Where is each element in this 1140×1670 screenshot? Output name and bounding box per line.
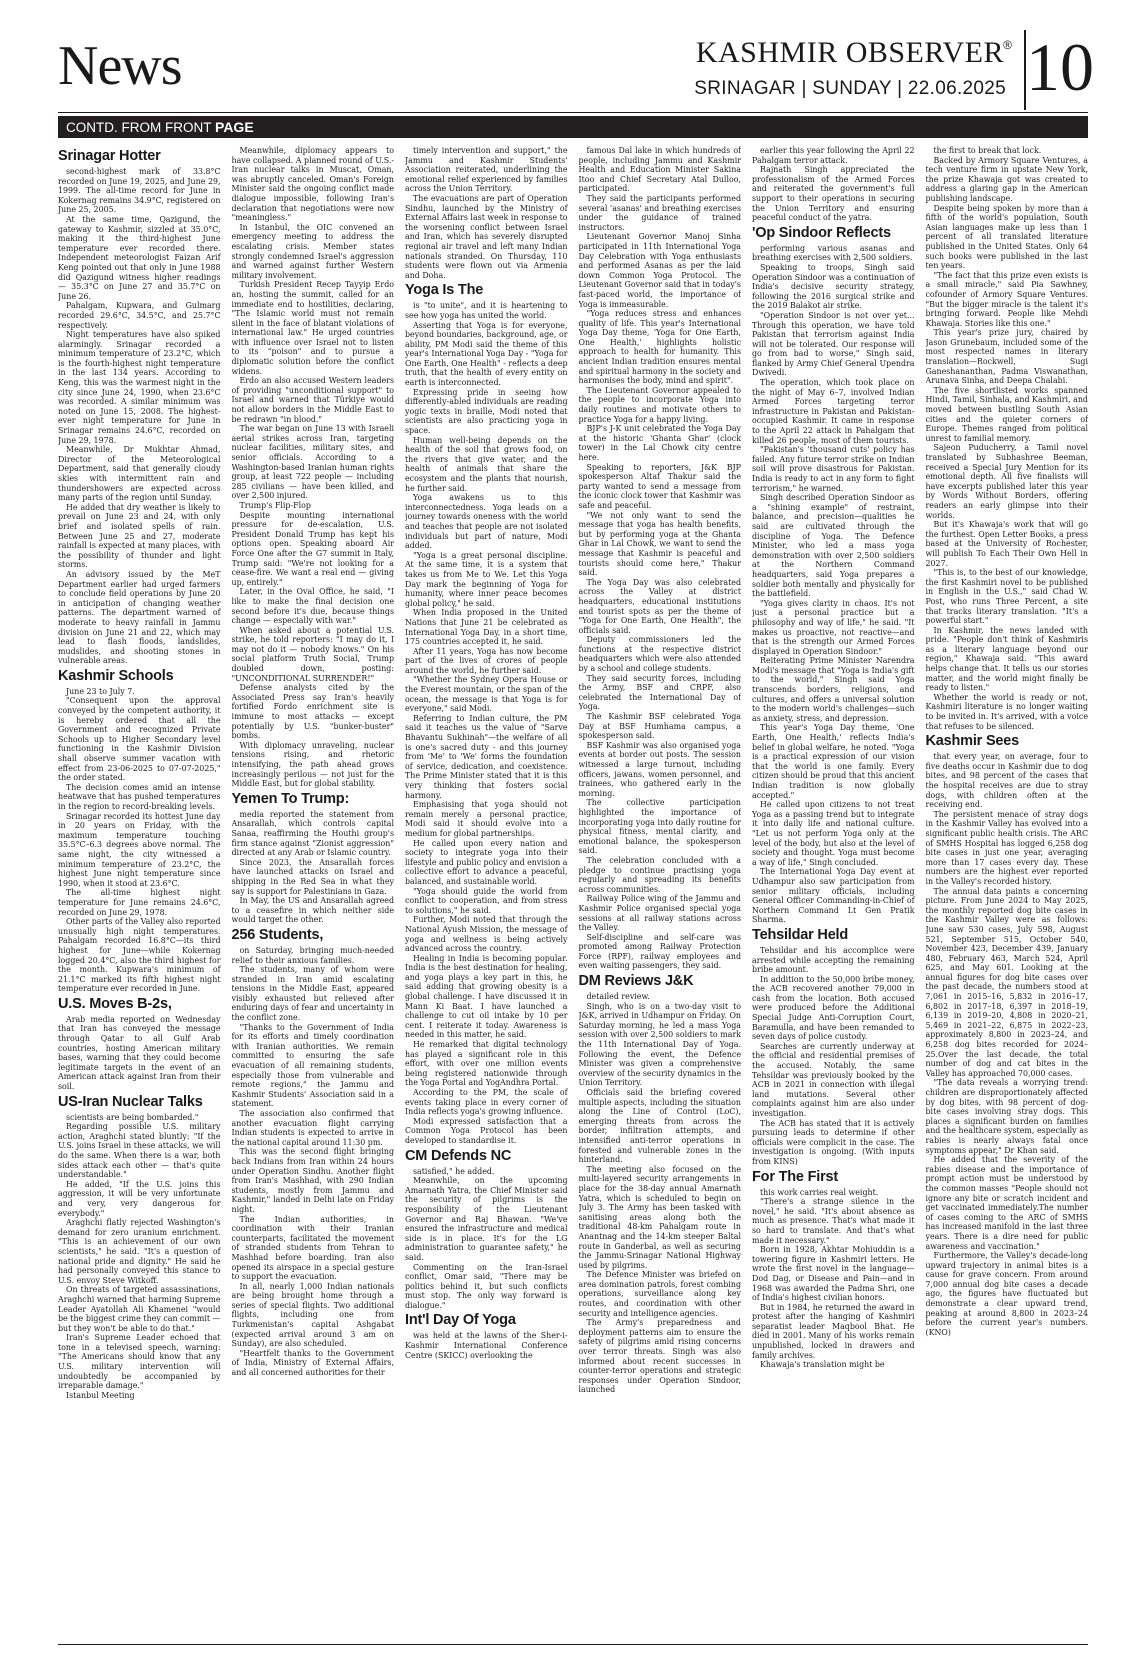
story-paragraph: "Yoga should guide the world from conflict to cooperation, and from stress to solutions," he said. (405, 886, 568, 915)
story-headline: U.S. Moves B-2s, (58, 995, 172, 1012)
story-paragraph: The Indian authorities, in coordination with their Iranian counterparts, facilitated the movement of stranded students from Tehran to Mashhad before boarding. Iran also opened its airspace in a special gesture to support the evacuation. (231, 1214, 394, 1282)
story-paragraph: With diplomacy unraveling, nuclear tensions rising, and rhetoric intensifying, the path ahead grows increasingly perilous — not just for the Middle East, but for global stability. (231, 740, 394, 789)
story-paragraph: This year's Yoga Day theme, 'One Earth, One Health,' reflects India's belief in global welfare, he noted. "Yoga is a practical expression of our vision that the world is one family. Every citizen should be proud that this ancient Indian tradition is now globally accepted." (752, 723, 915, 800)
story-paragraph: "The data reveals a worrying trend: children are disproportionately affected by dog bites, with 98 percent of dog-bite cases involving stray dogs. This places a significant burden on families and the healthcare system, especially as rabies is nearly always fatal once symptoms appear," Dr Khan said. (925, 1078, 1088, 1155)
story-headline: For The First (752, 1168, 839, 1185)
dateline: SRINAGAR | SUNDAY | 22.06.2025 (694, 78, 1006, 99)
story-paragraph: Modi expressed satisfaction that a Common Yoga Protocol has been developed to standardise it. (405, 1116, 568, 1145)
story-paragraph: Arab media reported on Wednesday that Iran has conveyed the message through Qatar to all Gulf Arab countries, hosting American military bases, warning that they could become legitimate targets in the event of an American attack against Iran from their soil. (58, 1014, 221, 1092)
story-paragraph: In Kashmir, the news landed with pride. "People don't think of Kashmiris as a literary language beyond our region," Khawaja said. "This award helps change that. It tells us our stories matter, and the world might finally be ready to listen." (925, 625, 1088, 693)
story-paragraph: On threats of targeted assassinations, Araghchi warned that harming Supreme Leader Ayatollah Ali Khamenei "would be the biggest crime they can commit — but they won't be able to do that." (58, 1285, 221, 1333)
story-paragraph: Singh, who is on a two-day visit to J&K, arrived in Udhampur on Friday. On Saturday morning, he led a mass Yoga session with over 2,500 soldiers to mark the 11th International Day of Yoga. Following the event, the Defence Minister was given a comprehensive overview of the security dynamics in the Union Territory. (578, 1001, 741, 1088)
story-paragraph: Rajnath Singh appreciated the professionalism of the Armed Forces and reiterated the government's full support to their operations in securing the Union Territory and ensuring peaceful conduct of the yatra. (752, 165, 915, 223)
story-headline: Kashmir Sees (925, 733, 1020, 750)
story-paragraph: Yoga awakens us to this interconnectedness. Yoga leads on a journey towards oneness with the world and teaches that people are not isolated individuals but part of nature, Modi added. (405, 493, 568, 551)
story-paragraph: "We not only want to send the message that yoga has health benefits, but by performing yoga at the Ghanta Ghar in Lal Chowk, we want to send the message that Kashmir is peaceful and tourists should come here," Thakur said. (578, 510, 741, 578)
story-paragraph: The Kashmir BSF celebrated Yoga Day at BSF Humhama campus, a spokesperson said. (578, 712, 741, 741)
story-paragraph: The International Yoga Day event at Udhampur also saw participation from senior military officials, including General Officer Commanding-in-Chief of Northern Command Lt Gen Pratik Sharma. (752, 867, 915, 925)
news-column (58, 146, 221, 1636)
story-paragraph: He added that dry weather is likely to prevail on June 23 and 24, with only brief and isolated spells of rain. Between June 25 and 27, moderate rainfall is expected at many places, with the possibility of thunder and light storms. (58, 502, 221, 570)
story-paragraph: This was the second flight bringing back Indians from Iran within 24 hours under Operation Sindhu. Another flight from Iran's Mashhad, with 290 Indian students, mostly from Jammu and Kashmir," landed in Delhi late on Friday night. (231, 1147, 394, 1214)
story-paragraph: on Saturday, bringing much-needed relief to their anxious families. (231, 945, 394, 965)
story-paragraph: He called upon citizens to not treat Yoga as a passing trend but to integrate it into daily life and national culture. "Let us not perform Yoga only at the level of the body, but also at the level of society and thought. Yoga must become a way of life," Singh concluded. (752, 800, 915, 867)
story-paragraph: The Army's preparedness and deployment patterns aim to ensure the safety of pilgrims amid rising concerns over terror threats. Singh was also informed about recent successes in counter-terror operations and strategic responses under Operation Sindoor, launched (578, 1318, 741, 1395)
story-paragraph: the first to break that lock. (933, 146, 1042, 155)
story-paragraph: The all-time highest night temperature for June remains 24.6°C, recorded on June 29, 1978. (58, 888, 221, 917)
story-paragraph: Turkish President Recep Tayyip Erdo an, hosting the summit, called for an immediate end to hostilities, declaring, "The Islamic world must not remain silent in the face of blatant violations of international law." He urged countries with influence over Israel not to listen to its "poison" and to pursue a diplomatic solution before the conflict widens. (231, 280, 394, 376)
story-paragraph: scientists are being bombarded." (66, 1112, 199, 1122)
story-paragraph: Iran's Supreme Leader echoed that tone in a televised speech, warning: "The Americans should know that any U.S. military intervention will undoubtedly be accompanied by irreparable damage." (58, 1333, 221, 1391)
story-paragraph: The evacuations are part of Operation Sindhu, launched by the Ministry of External Affairs last week in response to the worsening conflict between Israel and Iran, which has severely disrupted regional air travel and left many Indian nationals stranded. On Thursday, 110 students were flown out via Armenia and Doha. (405, 193, 568, 280)
story-paragraph: Since 2023, the Ansarallah forces have launched attacks on Israel and shipping in the Red Sea in what they say is support for Palestinians in Gaza. (231, 857, 394, 896)
story-paragraph: Reiterating Prime Minister Narendra Modi's message that "Yoga is India's gift to the world," Singh said Yoga transcends borders, religions, and cultures, and offers a universal solution to the modern world's challenges—such as anxiety, stress, and depression. (752, 656, 915, 723)
story-paragraph: Other parts of the Valley also reported unusually high night temperatures. Pahalgam recorded 16.8°C—its third highest for June—while Kokernag logged 20.4°C, also the third highest for the month. Kupwara's minimum of 21.1°C marked its fifth highest night temperature ever recorded in June. (58, 917, 221, 994)
story-headline: Yoga Is The (405, 282, 484, 299)
story-paragraph: timely intervention and support," the Jammu and Kashmir Students' Association reiterated, underlining the emotional relief experienced by families across the Union Territory. (405, 146, 568, 194)
story-paragraph: When asked about a potential U.S. strike, he told reporters: "I may do it, I may not do it — nobody knows." On his social platform Truth Social, Trump doubled down, posting: "UNCONDITIONAL SURRENDER!" (231, 625, 394, 683)
news-column (926, 146, 1089, 1636)
story-paragraph: this work carries real weight. (760, 1187, 879, 1197)
masthead-rule (58, 112, 1088, 113)
story-paragraph: After 11 years, Yoga has now become part of the lives of crores of people around the world, he further said. (405, 646, 568, 675)
story-paragraph: that every year, on average, four to five deaths occur in Kashmir due to dog bites, and 98 percent of the cases that the hospital receives are due to stray dogs, with children often at the receiving end. (925, 752, 1088, 810)
masthead (58, 29, 1094, 110)
story-paragraph: "Yoga gives clarity in chaos. It's not just a personal practice but a philosophy and way of life," he said. "It makes us proactive, not reactive—and that is the strength our Armed Forces displayed in Operation Sindoor." (752, 598, 915, 656)
story-paragraph: But it's Khawaja's work that will go the furthest. Open Letter Books, a press based at the University of Rochester, will publish To Each Their Own Hell in 2027. (925, 520, 1088, 568)
story-paragraph: Lieutenant Governor Manoj Sinha participated in 11th International Yoga Day Celebration with Yoga enthusiasts and performed Asanas as per the laid down Common Yoga Protocol. The Lieutenant Governor said that in today's fast-paced world, the importance of Yoga is immeasurable. (578, 232, 741, 309)
story-paragraph: The ACB has stated that it is actively pursuing leads to determine if other officials were complicit in the case. The investigation is ongoing. (With inputs from KINS) (752, 1118, 915, 1166)
story-paragraph: Night temperatures have also spiked alarmingly. Srinagar recorded a minimum temperature of 23.2°C, which is the fourth-highest night temperature in the last 134 years. According to Keng, this was the warmest night in the city since June 24, 1990, when 23.6°C was recorded. A similar minimum was noted on June 15, 2008. The highest-ever night temperature for June in Srinagar remains 24.6°C, recorded on June 29, 1978. (58, 330, 221, 445)
story-paragraph: The annual data paints a concerning picture. From June 2024 to May 2025, the monthly reported dog bite cases in the Kashmir Valley were as follows: June saw 530 cases, July 598, August 521, September 515, October 540, November 423, December 439, January 480, February 463, March 524, April 625, and May 601. Looking at the annual figures for dog bite cases over the past decade, the numbers stood at 7,061 in 2015–16, 5,832 in 2016–17, 6,802 in 2017–18, 6,397 in 2018–19, 6,139 in 2019–20, 4,808 in 2020–21, 5,469 in 2021–22, 6,875 in 2022–23, approximately 8,800 in 2023–24, and 6,258 dog bites recorded for 2024–25.Over the last decade, the total number of dog and cat bites in the Valley has approached 70,000 cases. (925, 886, 1088, 1078)
story-headline: 'Op Sindoor Reflects (752, 224, 891, 241)
story-paragraph: The Lieutenant Governor appealed to the people to incorporate Yoga into daily routines and motivate others to practice Yoga for a happy living. (578, 385, 741, 424)
story-paragraph: They said security forces, including the Army, BSF and CRPF, also celebrated the International Day of Yoga. (578, 673, 741, 712)
story-paragraph: Born in 1928, Akhtar Mohiuddin is a towering figure in Kashmiri letters. He wrote the first novel in the language—Dod Dag, or Disease and Pain—and in 1968 was awarded the Padma Shri, one of India's highest civilian honors. (752, 1245, 915, 1303)
story-paragraph: In all, nearly 1,000 Indian nationals are being brought home through a series of special flights. Two additional flights, including one from Turkmenistan's capital Ashgabat (expected arrival around 3 am on Sunday), are also scheduled. (231, 1281, 394, 1349)
story-paragraph: Asserting that Yoga is for everyone, beyond boundaries, background, age, or ability, PM Modi said the theme of this year's International Yoga Day - "Yoga for One Earth, One Health" - reflects a deep truth, that the health of every entity on earth is interconnected. (405, 320, 568, 388)
story-paragraph: "Consequent upon the approval conveyed by the competent authority, it is hereby ordered that all the Government and recognized Private Schools up to Higher Secondary level functioning in the Kashmir Division shall observe summer vacation with effect from 23-06-2025 to 07-07-2025," the order stated. (58, 696, 221, 783)
story-paragraph: The meeting also focused on the multi-layered security arrangements in place for the 38-day annual Amarnath Yatra, which is scheduled to begin on July 3. The Army has been tasked with sanitising areas along both the traditional 48-km Pahalgam route in Anantnag and the 14-km steeper Baltal route in Ganderbal, as well as securing the Jammu-Srinagar National Highway used by pilgrims. (578, 1164, 741, 1270)
story-headline: CM Defends NC (405, 1147, 512, 1164)
story-paragraph: satisfied," he added. (413, 1166, 495, 1176)
story-paragraph: The operation, which took place on the night of May 6–7, involved Indian Armed Forces targeting terror infrastructure in Pakistan and Pakistan-occupied Kashmir. It came in response to the April 22 attack in Pahalgam that killed 26 people, most of them tourists. (752, 378, 915, 445)
story-paragraph: In Istanbul, the OIC convened an emergency meeting to address the escalating crisis. Member states strongly condemned Israel's aggression and warned against further Western military involvement. (231, 222, 394, 280)
story-paragraph: Backed by Armory Square Ventures, a tech venture firm in upstate New York, the prize Khawaja got was created to address a glaring gap in the American publishing landscape. (925, 155, 1088, 203)
story-paragraph: "Operation Sindoor is not over yet... Through this operation, we have told Pakistan that terrorism against India will not be tolerated. Our response will go from bad to worse," Singh said, flanked by Army Chief General Upendra Dwivedi. (752, 310, 915, 378)
story-paragraph: The Yoga Day was also celebrated across the Valley at district headquarters, educational institutions and tourist spots as per the theme of "Yoga for One Earth, One Health", the officials said. (578, 577, 741, 635)
story-paragraph: In May, the US and Ansarallah agreed to a ceasefire in which neither side would target the other. (231, 896, 394, 925)
story-paragraph: At the same time, Qazigund, the gateway to Kashmir, sizzled at 35.0°C, making it the third-highest June temperature ever recorded there. Independent meteorologist Faizan Arif Keng pointed out that only in June 1988 did Qazigund witness higher readings — 35.3°C on June 27 and 35.7°C on June 26. (58, 214, 221, 301)
story-paragraph: BJP's J-K unit celebrated the Yoga Day at the historic 'Ghanta Ghar' (clock tower) in the Lal Chowk city centre here. (578, 424, 741, 462)
story-paragraph: Singh described Operation Sindoor as a "shining example" of restraint, balance, and precision—qualities he said are cultivated through the discipline of Yoga. The Defence Minister, who led a mass yoga demonstration with over 2,500 soldiers at the Northern Command headquarters, said Yoga prepares a soldier both mentally and physically for the battlefield. (752, 493, 915, 599)
story-paragraph: Despite being spoken by more than a fifth of the world's population, South Asian languages make up less than 1 percent of all translated literature published in the United States. Only 64 such books were published in the last ten years. (925, 203, 1088, 271)
story-paragraph: Furthermore, the Valley's decade-long upward trajectory in animal bites is a cause for grave concern. From around 7,000 annual dog bite cases a decade ago, the figures have fluctuated but demonstrate a clear upward trend, peaking at around 8,800 in 2023–24 before the current year's numbers. (KNO) (925, 1251, 1088, 1337)
story-headline: Srinagar Hotter (58, 148, 161, 164)
story-paragraph: Meanwhile, diplomacy appears to have collapsed. A planned round of U.S.-Iran nuclear talks in Muscat, Oman, was abruptly canceled. Oman's Foreign Minister said the ongoing conflict made dialogue impossible, following Iran's declaration that negotiations were now "meaningless." (231, 146, 394, 223)
story-paragraph: Khawaja's translation might be (760, 1360, 885, 1370)
story-paragraph: When India proposed in the United Nations that June 21 be celebrated as International Yoga Day, in a short time, 175 countries accepted it, he said. (405, 608, 568, 647)
story-paragraph: The war began on June 13 with Israeli aerial strikes across Iran, targeting nuclear facilities, military sites, and senior officials. According to a Washington-based Iranian human rights group, at least 722 people — including 285 civilians — have been killed, and over 2,500 injured. (231, 424, 394, 501)
story-paragraph: They said the participants performed several 'asanas' and breathing exercises under the guidance of trained instructors. (578, 193, 741, 232)
newspaper-brand: KASHMIR OBSERVER (695, 36, 1004, 69)
story-paragraph: Railway Police wing of the Jammu and Kashmir Police organised special yoga sessions at all railway stations across the Valley. (578, 894, 741, 933)
story-headline: Int'l Day Of Yoga (405, 1312, 516, 1329)
story-paragraph: Emphasising that yoga should not remain merely a personal practice, Modi said it should evolve into a medium for global partnerships. (405, 800, 568, 838)
story-paragraph: detailed review. (586, 992, 650, 1002)
story-headline: Kashmir Schools (58, 667, 174, 684)
news-column (405, 146, 568, 1636)
story-paragraph: is "to unite", and it is heartening to see how yoga has united the world. (405, 301, 568, 320)
story-paragraph: "There's a strange silence in the novel," he said. "It's about absence as much as presence. That's what made it so hard to translate. And that's what made it necessary." (752, 1197, 915, 1245)
registered-mark: ® (1003, 38, 1012, 52)
continued-label: CONTD. FROM FRONT (66, 120, 212, 135)
story-paragraph: Deputy commissioners led the functions at the respective district headquarters which were also attended by a school and college students. (578, 635, 741, 674)
story-paragraph: "Heartfelt thanks to the Government of India, Ministry of External Affairs, and all concerned authorities for their (231, 1348, 394, 1378)
story-paragraph: He added, "If the U.S. joins this aggression, it will be very unfortunate and very, very dangerous for everybody." (58, 1179, 221, 1218)
story-paragraph: The students, many of whom were stranded in Iran amid escalating tensions in the Middle East, appeared visibly exhausted but relieved after enduring days of fear and uncertainty in the conflict zone. (231, 965, 394, 1023)
story-paragraph: Referring to Indian culture, the PM said it teaches us the value of "Sarve Bhavantu Sukhinah"—the welfare of all is one's sacred duty - and this journey from 'Me' to 'We' forms the foundation of service, dedication, and coexistence. The Prime Minister stated that it is this very thinking that fosters social harmony. (405, 713, 568, 800)
story-paragraph: performing various asanas and breathing exercises with 2,500 soldiers. (752, 243, 915, 263)
story-paragraph: Speaking to reporters, J&K BJP spokesperson Altaf Thakur said the party wanted to send a message from the iconic clock tower that Kashmir was safe and peaceful. (578, 462, 741, 510)
story-paragraph: This year's prize jury, chaired by Jason Grunebaum, included some of the most respected names in literary translation—Rockwell, Sugi Ganeshananthan, Padma Viswanathan, Arunava Sinha, and Deepa Chalabi. (925, 328, 1088, 386)
story-paragraph: Healing in India is becoming popular. India is the best destination for healing, and yoga plays a key part in this, he said adding that growing obesity is a global challenge. I have discussed it in Mann Ki Baat. I have launched a challenge to cut oil intake by 10 per cent. I reiterate it today. Awareness is needed in this matter, he said. (405, 953, 568, 1040)
news-column (232, 146, 395, 1636)
story-paragraph: Meanwhile, Dr Mukhtar Ahmad, Director of the Meteorological Department, said that generally cloudy skies with intermittent rain and thundershowers are expected across many parts of the region until Sunday. (58, 445, 221, 503)
story-paragraph: Sajeon Puducherry, a Tamil novel translated by Subhashree Beeman, received a Special Jury Mention for its emotional depth. All five finalists will have excerpts published later this year by Words Without Borders, offering readers an early glimpse into their worlds. (925, 443, 1088, 520)
story-paragraph: "Pakistan's 'thousand cuts' policy has failed. Any future terror strike on Indian soil will prove disastrous for Pakistan. India is ready to act in any form to fight terrorism," he warned. (752, 445, 915, 493)
story-paragraph: BSF Kashmir was also organised yoga events at border out posts. The session witnessed a large turnout, including officers, jawans, women personnel, and trainees, who gathered early in the morning. (578, 740, 741, 798)
story-paragraph: The celebration concluded with a pledge to continue practising yoga regularly and spreading its benefits across communities. (578, 855, 741, 894)
story-paragraph: earlier this year following the April 22 Pahalgam terror attack. (752, 146, 915, 165)
section-title: News (58, 35, 182, 97)
story-paragraph: The association also confirmed that another evacuation flight carrying Indian students is expected to arrive in the national capital around 11:30 pm. (231, 1109, 394, 1147)
story-paragraph: The decision comes amid an intense heatwave that has pushed temperatures in the region to record-breaking levels. (58, 782, 221, 811)
story-paragraph: Meanwhile, on the upcoming Amarnath Yatra, the Chief Minister said the security of pilgrims is the responsibility of the Lieutenant Governor and Raj Bhawan. "We've ensured the infrastructure and medical side is in place. It's for the LG administration to guarantee safety," he said. (405, 1176, 568, 1262)
story-paragraph: "Thanks to the Government of India for its efforts and timely coordination with Iranian authorities. We remain committed to ensuring the safe evacuation of all remaining students, especially those from vulnerable and remote regions," the Jammu and Kashmir Students' Association said in a statement. (231, 1022, 394, 1109)
story-paragraph: The Defence Minister was briefed on area domination patrols, forest combing operations, surveillance along key routes, and coordination with other security and intelligence agencies. (578, 1270, 741, 1318)
story-paragraph: "The fact that this prize even exists is a small miracle," said Pia Sawhney, cofounder of Armory Square Ventures. "But the bigger miracle is the talent it's bringing forward. People like Mehdi Khawaja. Stories like this one." (925, 270, 1088, 328)
story-paragraph: "Yoga is a great personal discipline. At the same time, it is a system that takes us from Me to We. Let this Yoga Day mark the beginning of Yoga for humanity, where inner peace becomes global policy," he said. (405, 550, 568, 608)
story-paragraph: media reported the statement from Ansarallah, which controls capital Sanaa, reaffirming the Houthi group's firm stance against "Zionist aggression" directed at any Arab or Islamic country. (231, 809, 394, 858)
story-paragraph: "Yoga reduces stress and enhances quality of life. This year's International Yoga Day theme, 'Yoga for One Earth, One Health,' highlights holistic approach to health for humanity. This ancient Indian tradition ensures mental and spiritual harmony in the society and harmonises the body, mind and spirit". (578, 309, 741, 386)
story-paragraph: An advisory issued by the MeT Department earlier had urged farmers to conclude field operations by June 20 in anticipation of changing weather patterns. The department warned of moderate to heavy rainfall in Jammu division on June 21 and 22, which may lead to flash floods, landslides, mudslides, and shooting stones in vulnerable areas. (58, 569, 221, 666)
story-paragraph: June 23 to July 7. (66, 686, 135, 696)
story-paragraph: In addition to the 50,000 bribe money, the ACB recovered another 79,000 in cash from the location. Both accused were produced before the Additional Special Judge Anti-Corruption Court, Baramulla, and have been remanded to seven days of police custody. (752, 974, 915, 1042)
story-paragraph: Speaking to troops, Singh said Operation Sindoor was a continuation of India's decisive security strategy, following the 2016 surgical strike and the 2019 Balakot air strike. (752, 262, 915, 311)
story-paragraph: Defense analysts cited by the Associated Press say Iran's heavily fortified Fordo enrichment site is immune to most attacks — except potentially by U.S. "bunker-buster" bombs. (231, 683, 394, 741)
page-number: 10 (1026, 29, 1094, 105)
story-paragraph: Officials said the briefing covered multiple aspects, including the situation along the Line of Control (LoC), emerging threats from across the border, infiltration attempts, and intensified anti-terror operations in forested and vulnerable zones in the hinterland. (578, 1088, 741, 1165)
story-paragraph: Commenting on the Iran-Israel conflict, Omar said, "There may be politics behind it, but such conflicts must stop. The only way forward is dialogue." (405, 1262, 568, 1310)
story-paragraph: He remarked that digital technology has played a significant role in this effort, with over one million events being registered nationwide through the Yoga Portal and YogAndhra Portal. (405, 1040, 568, 1088)
story-paragraph: Srinagar recorded its hottest June day in 20 years on Friday, with the maximum temperature touching 35.5°C–6.3 degrees above normal. The same night, the city witnessed a minimum temperature of 23.2°C, the highest June night temperature since 1990, when it stood at 23.6°C. (58, 811, 221, 888)
story-paragraph: was held at the lawns of the Sher-i-Kashmir International Conference Centre (SKICC) overlooking the (405, 1331, 568, 1360)
story-paragraph: famous Dal lake in which hundreds of people, including Jammu and Kashmir Health and Education Minister Sakina Itoo and Chief Secretary Atal Dulloo, participated. (578, 146, 741, 194)
story-paragraph: Later, in the Oval Office, he said, "I like to make the final decision one second before it's due, because things change — especially with war." (231, 587, 394, 626)
story-paragraph: But in 1984, he returned the award in protest after the hanging of Kashmiri separatist leader Maqbool Bhat. He died in 2001. Many of his works remain unpublished, locked in drawers and family archives. (752, 1302, 915, 1360)
story-paragraph: Trump's Flip-Flop (239, 500, 311, 510)
story-paragraph: Erdo an also accused Western leaders of providing "unconditional support" to Israel and warned that Türkiye would not allow borders in the Middle East to be redrawn "in blood." (231, 376, 394, 424)
story-paragraph: Regarding possible U.S. military action, Araghchi stated bluntly: "If the U.S. joins Israel in these attacks, we will do the same. When there is a war, both sides attack each other — that's quite understandable." (58, 1122, 221, 1180)
story-paragraph: Tehsildar and his accomplice were arrested while accepting the remaining bribe amount. (752, 945, 915, 975)
story-paragraph: Despite mounting international pressure for de-escalation, U.S. President Donald Trump has kept his options open. Speaking aboard Air Force One after the G7 summit in Italy, Trump said: "We're not looking for a cease-fire. We want a real end — giving up, entirely." (231, 510, 394, 587)
story-paragraph: second-highest mark of 33.8°C recorded on June 19, 2025, and June 29, 1999. The all-time record for June in Kokernag remains 34.9°C, registered on June 25, 2005. (58, 167, 221, 215)
article-columns (58, 146, 1088, 1636)
story-paragraph: The five shortlisted works spanned Hindi, Tamil, Sinhala, and Kashmiri, and moved between bustling South Asian cities and the quieter corners of Europe. Themes ranged from political unrest to familial memory. (925, 385, 1088, 443)
story-paragraph: Searches are currently underway at the official and residential premises of the accused. Notably, the same Tehsildar was previously booked by the ACB in 2021 in connection with illegal land mutations. Several other complaints against him are also under investigation. (752, 1041, 915, 1118)
story-paragraph: "This is, to the best of our knowledge, the first Kashmiri novel to be published in English in the U.S.," said Chad W. Post, who runs Three Percent, a site that tracks literary translation. "It's a powerful start." (925, 568, 1088, 626)
story-paragraph: Self-discipline and self-care was promoted among Railway Protection Force (RPF), railway employees and even waiting passengers, they said. (578, 932, 741, 971)
story-paragraph: Further, Modi noted that through the National Ayush Mission, the message of yoga and wellness is being actively advanced across the country. (405, 915, 568, 954)
footer-rule (58, 1644, 1088, 1645)
story-paragraph: The collective participation highlighted the importance of incorporating yoga into daily routine for physical fitness, mental clarity, and emotional balance, the spokesperson said. (578, 798, 741, 856)
story-paragraph: The persistent menace of stray dogs in the Kashmir Valley has evolved into a significant public health crisis. The ARC of SMHS Hospital has logged 6,258 dog bite cases in just one year, averaging more than 17 cases every day. These numbers are the highest ever reported in the Valley's recorded history. (925, 809, 1088, 886)
story-paragraph: Pahalgam, Kupwara, and Gulmarg recorded 29.6°C, 34.5°C, and 25.7°C respectively. (58, 301, 221, 330)
continued-emphasis: PAGE (215, 119, 254, 135)
story-paragraph: He added that the severity of the rabies disease and the importance of prompt action must be understood by the common masses "People should not ignore any bite or scratch incident and get vaccinated immediately.The number of cases coming to the ARC of SMHS has increased manifold in the last three years. There is a dire need for public awareness and vaccination." (925, 1155, 1088, 1251)
story-paragraph: According to the PM, the scale of events taking place in every corner of India reflects yoga's growing influence. (405, 1088, 568, 1117)
story-headline: 256 Students, (231, 926, 324, 943)
story-headline: Tehsildar Held (752, 926, 849, 943)
story-paragraph: He called upon every nation and society to integrate yoga into their lifestyle and public policy and envision a collective effort to advance a peaceful, balanced, and sustainable world. (405, 838, 568, 886)
news-column (752, 146, 915, 1636)
continued-banner (58, 116, 1088, 138)
story-headline: Yemen To Trump: (231, 790, 350, 807)
story-paragraph: Whether the world is ready or not, Kashmiri literature is no longer waiting to be invited in. It's arrived, with a voice that refuses to be silenced. (925, 692, 1088, 731)
story-headline: US-Iran Nuclear Talks (58, 1093, 203, 1110)
story-paragraph: "Whether the Sydney Opera House or the Everest mountain, or the span of the ocean, the message is that Yoga is for everyone," said Modi. (405, 675, 568, 714)
story-paragraph: Expressing pride in seeing how differently-abled individuals are reading yogic texts in braille, Modi noted that scientists are also practicing yoga in space. (405, 387, 568, 436)
story-headline: DM Reviews J&K (578, 973, 694, 990)
story-paragraph: Human well-being depends on the health of the soil that grows food, on the rivers that give water, and the health of animals that share the ecosystem and the plants that nourish, he further said. (405, 435, 568, 493)
story-paragraph: Istanbul Meeting (66, 1390, 135, 1400)
story-paragraph: Araghchi flatly rejected Washington's demand for zero uranium enrichment. "This is an achievement of our own scientists," he said. "It's a question of national pride and dignity." He said he had personally conveyed this stance to U.S. envoy Steve Witkoff. (58, 1218, 221, 1285)
news-column (579, 146, 742, 1636)
